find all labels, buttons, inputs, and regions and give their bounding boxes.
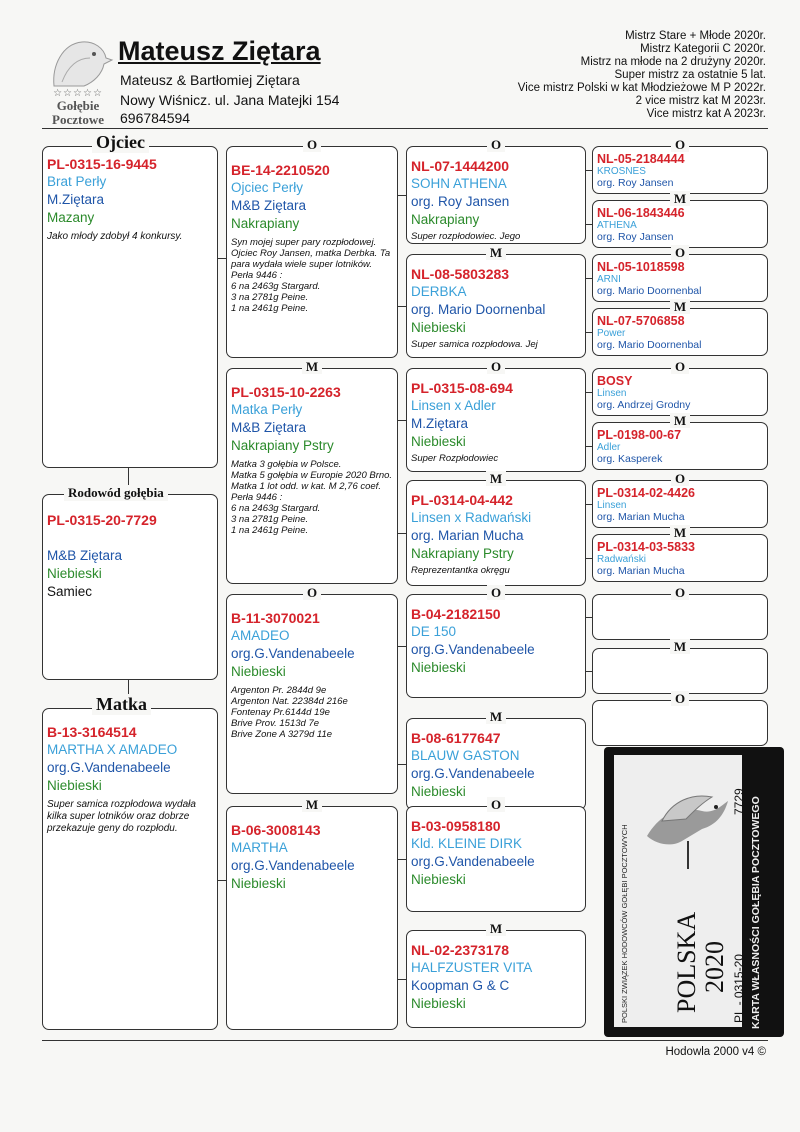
pedigree-name: HALFZUSTER VITA (411, 960, 533, 975)
pedigree-color: Niebieski (231, 876, 286, 891)
main-ring: PL-0315-20-7729 (47, 512, 157, 528)
logo-text-1: Gołębie (56, 98, 100, 113)
page-title: Mateusz Ziętara (118, 36, 321, 66)
footer-text: Hodowla 2000 v4 © (665, 1046, 766, 1058)
pedigree-breeder: org. Kasperek (597, 453, 663, 465)
connector (398, 420, 406, 421)
pedigree-ring: NL-05-2184444 (597, 152, 685, 166)
stamp-association: POLSKI ZWIĄZEK HODOWCÓW GOŁĘBI POCZTOWYCH (620, 824, 629, 1023)
sex-label: O (671, 471, 689, 486)
pedigree-ring: B-06-3008143 (231, 822, 321, 838)
connector (586, 617, 592, 618)
gen2-box (226, 137, 398, 358)
pedigree-name: SOHN ATHENA (411, 176, 507, 191)
pedigree-note: Argenton Pr. 2844d 9e Argenton Nat. 22384d 216e Fontenay Pr.6144d 19e Brive Prov. 1513d 7e Brive Zone A 3279d 11e (231, 685, 348, 740)
sex-label: O (303, 137, 321, 152)
pedigree-breeder: org. Mario Doornenbal (597, 285, 702, 297)
pedigree-ring: PL-0314-03-5833 (597, 540, 695, 554)
pedigree-ring: B-08-6177647 (411, 730, 501, 746)
connector (398, 764, 406, 765)
pedigree-color: Niebieski (411, 320, 466, 335)
pedigree-name: Radwański (597, 554, 646, 565)
pedigree-ring: PL-0315-08-694 (411, 380, 513, 396)
achievement-line: Mistrz Stare + Młode 2020r. (625, 30, 766, 42)
connector (398, 979, 406, 980)
connector (586, 446, 592, 447)
sex-label: O (303, 585, 321, 600)
gen4-box (592, 245, 768, 302)
pedigree-color: Niebieski (411, 660, 466, 675)
connector (398, 646, 406, 647)
pedigree-color: Niebieski (411, 996, 466, 1011)
pedigree-name: Matka Perły (231, 402, 303, 417)
pedigree-note: Super samica rozpłodowa. Jej (411, 339, 538, 350)
pedigree-breeder: org. Andrzej Grodny (597, 399, 691, 411)
stamp-country: POLSKA (672, 911, 701, 1013)
connector (586, 671, 592, 672)
pedigree-color: Nakrapiany (231, 216, 300, 231)
pedigree-name: MARTHA (231, 840, 288, 855)
pedigree-name: Ojciec Perły (231, 180, 304, 195)
main-breeder: M&B Ziętara (47, 548, 123, 563)
pedigree-ring: B-04-2182150 (411, 606, 501, 622)
mother-name: MARTHA X AMADEO (47, 742, 178, 757)
pedigree-breeder: org. Marian Mucha (597, 565, 685, 577)
father-color: Mazany (47, 210, 95, 225)
pedigree-breeder: M&B Ziętara (231, 420, 307, 435)
pedigree-breeder: org. Mario Doornenbal (411, 302, 546, 317)
stamp-card-title: KARTA WŁASNOŚCI GOŁĘBIA POCZTOWEGO (750, 796, 762, 1029)
pedigree-breeder: org.G.Vandenabeele (411, 766, 535, 781)
pedigree-color: Nakrapiany (411, 212, 480, 227)
sex-label: M (486, 921, 506, 936)
pedigree-color: Niebieski (411, 434, 466, 449)
sex-label: M (670, 299, 690, 314)
connector (586, 392, 592, 393)
pedigree-color: Nakrapiany Pstry (411, 546, 514, 561)
address-line: Nowy Wiśnicz. ul. Jana Matejki 154 (120, 92, 340, 108)
connector (586, 170, 592, 171)
connector (398, 533, 406, 534)
ownership-card-stamp (604, 747, 784, 1037)
pedigree-breeder: Koopman G & C (411, 978, 510, 993)
connector (398, 195, 406, 196)
pedigree-ring: PL-0198-00-67 (597, 428, 682, 442)
gen3-box (406, 797, 586, 912)
pedigree-color: Niebieski (231, 664, 286, 679)
pedigree-name: Linsen (597, 500, 627, 511)
pedigree-color: Nakrapiany Pstry (231, 438, 334, 453)
connector (586, 332, 592, 333)
pedigree-name: AMADEO (231, 628, 290, 643)
gen3-box (406, 471, 586, 586)
gen3-box (406, 359, 586, 472)
pedigree-breeder: org. Marian Mucha (411, 528, 524, 543)
owner-line: Mateusz & Bartłomiej Ziętara (120, 72, 300, 88)
pedigree-breeder: org.G.Vandenabeele (231, 646, 355, 661)
sex-label: O (671, 245, 689, 260)
gen4-box (592, 413, 768, 470)
pedigree-name: Adler (597, 442, 621, 453)
pedigree-breeder: org. Mario Doornenbal (597, 339, 702, 351)
achievement-line: Vice mistrz kat A 2023r. (646, 108, 766, 120)
gen4-box-empty (592, 585, 768, 640)
main-bird-box (42, 494, 218, 680)
logo-text-2: Pocztowe (52, 112, 104, 127)
connector (398, 306, 406, 307)
stamp-year: 2020 (700, 941, 729, 993)
sex-label: O (487, 585, 505, 600)
gen4-box (592, 359, 768, 416)
gen3-box (406, 137, 586, 244)
footer-divider (42, 1040, 768, 1041)
stamp-ring: PL - 0315-20 (732, 954, 746, 1023)
father-ring: PL-0315-16-9445 (47, 156, 157, 172)
sex-label: M (486, 245, 506, 260)
pedigree-note: Super rozpłodowiec. Jego (411, 231, 521, 242)
achievements-list (446, 30, 766, 121)
pedigree-note: Syn mojej super pary rozpłodowej. Ojciec Roy Jansen, matka Derbka. Ta para wydała wiele super lotników. Perła 9446 : 6 na 2463g Stargard. 3 na 2781g Peine. 1 na 2461g Peine. (231, 237, 391, 314)
gen4-box (592, 137, 768, 194)
stamp-number: 7729 (732, 788, 746, 815)
sex-label: O (487, 359, 505, 374)
sex-label: O (671, 137, 689, 152)
pedigree-breeder: org. Roy Jansen (597, 231, 674, 243)
pigeon-photo-icon (642, 781, 732, 871)
sex-label: M (670, 639, 690, 654)
gen4-box-empty (592, 639, 768, 694)
father-box (42, 146, 218, 468)
connector (586, 504, 592, 505)
pedigree-ring: PL-0314-02-4426 (597, 486, 695, 500)
logo-stars: ☆☆☆☆☆ (53, 88, 103, 99)
sex-label: M (670, 413, 690, 428)
sex-label: O (671, 691, 689, 706)
pedigree-name: Kld. KLEINE DIRK (411, 836, 523, 851)
sex-label: O (487, 797, 505, 812)
pedigree-ring: B-11-3070021 (231, 610, 320, 626)
sex-label: M (670, 525, 690, 540)
main-sex: Samiec (47, 584, 93, 599)
pedigree-name: BLAUW GASTON (411, 748, 520, 763)
pedigree-breeder: org.G.Vandenabeele (411, 642, 535, 657)
pedigree-breeder: org.G.Vandenabeele (411, 854, 535, 869)
pedigree-ring: PL-0314-04-442 (411, 492, 513, 508)
gen2-box (226, 585, 398, 794)
phone-line: 696784594 (120, 110, 191, 126)
pedigree-name: Linsen x Radwański (411, 510, 532, 525)
gen4-box (592, 299, 768, 356)
pedigree-color: Niebieski (411, 784, 466, 799)
sex-label: M (486, 471, 506, 486)
main-color: Niebieski (47, 566, 102, 581)
sex-label: O (487, 137, 505, 152)
sex-label: O (671, 585, 689, 600)
pedigree-ring: NL-06-1843446 (597, 206, 685, 220)
pedigree-ring: NL-07-1444200 (411, 158, 510, 174)
pedigree-name: ARNI (597, 274, 621, 285)
connector (586, 224, 592, 225)
mother-ring: B-13-3164514 (47, 724, 137, 740)
gen3-box (406, 245, 586, 358)
pedigree-name: KROSNES (597, 166, 646, 177)
pedigree-name: Power (597, 328, 626, 339)
gen2-box (226, 797, 398, 1030)
rodowod-label: Rodowód gołębia (64, 485, 168, 501)
pedigree-ring: BE-14-2210520 (231, 162, 330, 178)
matka-label: Matka (92, 694, 151, 715)
pedigree-ring: BOSY (597, 374, 633, 388)
ojciec-label: Ojciec (92, 132, 149, 153)
achievement-line: Mistrz na młode na 2 drużyny 2020r. (580, 56, 766, 68)
pedigree-ring: NL-05-1018598 (597, 260, 685, 274)
pigeon-logo-icon (44, 36, 114, 88)
pedigree-ring: NL-08-5803283 (411, 266, 510, 282)
stamp-card (614, 755, 746, 1027)
gen4-box (592, 191, 768, 248)
pedigree-ring: B-03-0958180 (411, 818, 501, 834)
gen4-box (592, 525, 768, 582)
sex-label: M (670, 191, 690, 206)
pedigree-breeder: org.G.Vandenabeele (231, 858, 355, 873)
pedigree-note: Matka 3 gołębia w Polsce. Matka 5 gołębia w Europie 2020 Brno. Matka 1 lot odd. w kat. M 2,76 coef. Perła 9446 : 6 na 2463g Stargard. 3 na 2781g Peine. 1 na 2461g Peine. (231, 459, 393, 536)
pedigree-breeder: org. Marian Mucha (597, 511, 685, 523)
pedigree-breeder: M&B Ziętara (231, 198, 307, 213)
gen4-box (592, 471, 768, 528)
achievement-line: Mistrz Kategorii C 2020r. (640, 43, 766, 55)
pedigree-ring: PL-0315-10-2263 (231, 384, 341, 400)
pedigree-breeder: M.Ziętara (411, 416, 469, 431)
connector (586, 558, 592, 559)
connector (586, 278, 592, 279)
sex-label: M (486, 709, 506, 724)
mother-box (42, 708, 218, 1030)
sex-label: M (302, 359, 322, 374)
mother-breeder: org.G.Vandenabeele (47, 760, 171, 775)
pedigree-name: DERBKA (411, 284, 467, 299)
pedigree-ring: NL-07-5706858 (597, 314, 685, 328)
gen4-box-empty (592, 691, 768, 746)
pedigree-color: Niebieski (411, 872, 466, 887)
achievement-line: Vice mistrz Polski w kat Młodzieżowe M P 2022r. (517, 82, 766, 94)
mother-color: Niebieski (47, 778, 102, 793)
pedigree-name: ATHENA (597, 220, 637, 231)
achievement-line: Super mistrz za ostatnie 5 lat. (614, 69, 766, 81)
connector (218, 258, 226, 259)
pedigree-breeder: org. Roy Jansen (597, 177, 674, 189)
pedigree-ring: NL-02-2373178 (411, 942, 510, 958)
gen3-box (406, 921, 586, 1028)
gen3-box (406, 585, 586, 698)
header-divider (42, 128, 768, 129)
logo (40, 36, 116, 126)
connector (218, 880, 226, 881)
mother-note: Super samica rozpłodowa wydała kilka super lotników oraz dobrze przekazuje geny do rozpłodu. (47, 799, 196, 834)
father-note: Jako młody zdobył 4 konkursy. (47, 231, 183, 242)
pedigree-name: Linsen x Adler (411, 398, 496, 413)
pedigree-name: Linsen (597, 388, 627, 399)
father-name: Brat Perły (47, 174, 107, 189)
pedigree-name: DE 150 (411, 624, 457, 639)
pedigree-breeder: org. Roy Jansen (411, 194, 510, 209)
achievement-line: 2 vice mistrz kat M 2023r. (635, 95, 766, 107)
gen2-box (226, 359, 398, 584)
connector (398, 859, 406, 860)
sex-label: M (302, 797, 322, 812)
pedigree-note: Super Rozpłodowiec (411, 453, 499, 464)
pedigree-note: Reprezentantka okręgu (411, 565, 510, 576)
sex-label: O (671, 359, 689, 374)
father-breeder: M.Ziętara (47, 192, 105, 207)
